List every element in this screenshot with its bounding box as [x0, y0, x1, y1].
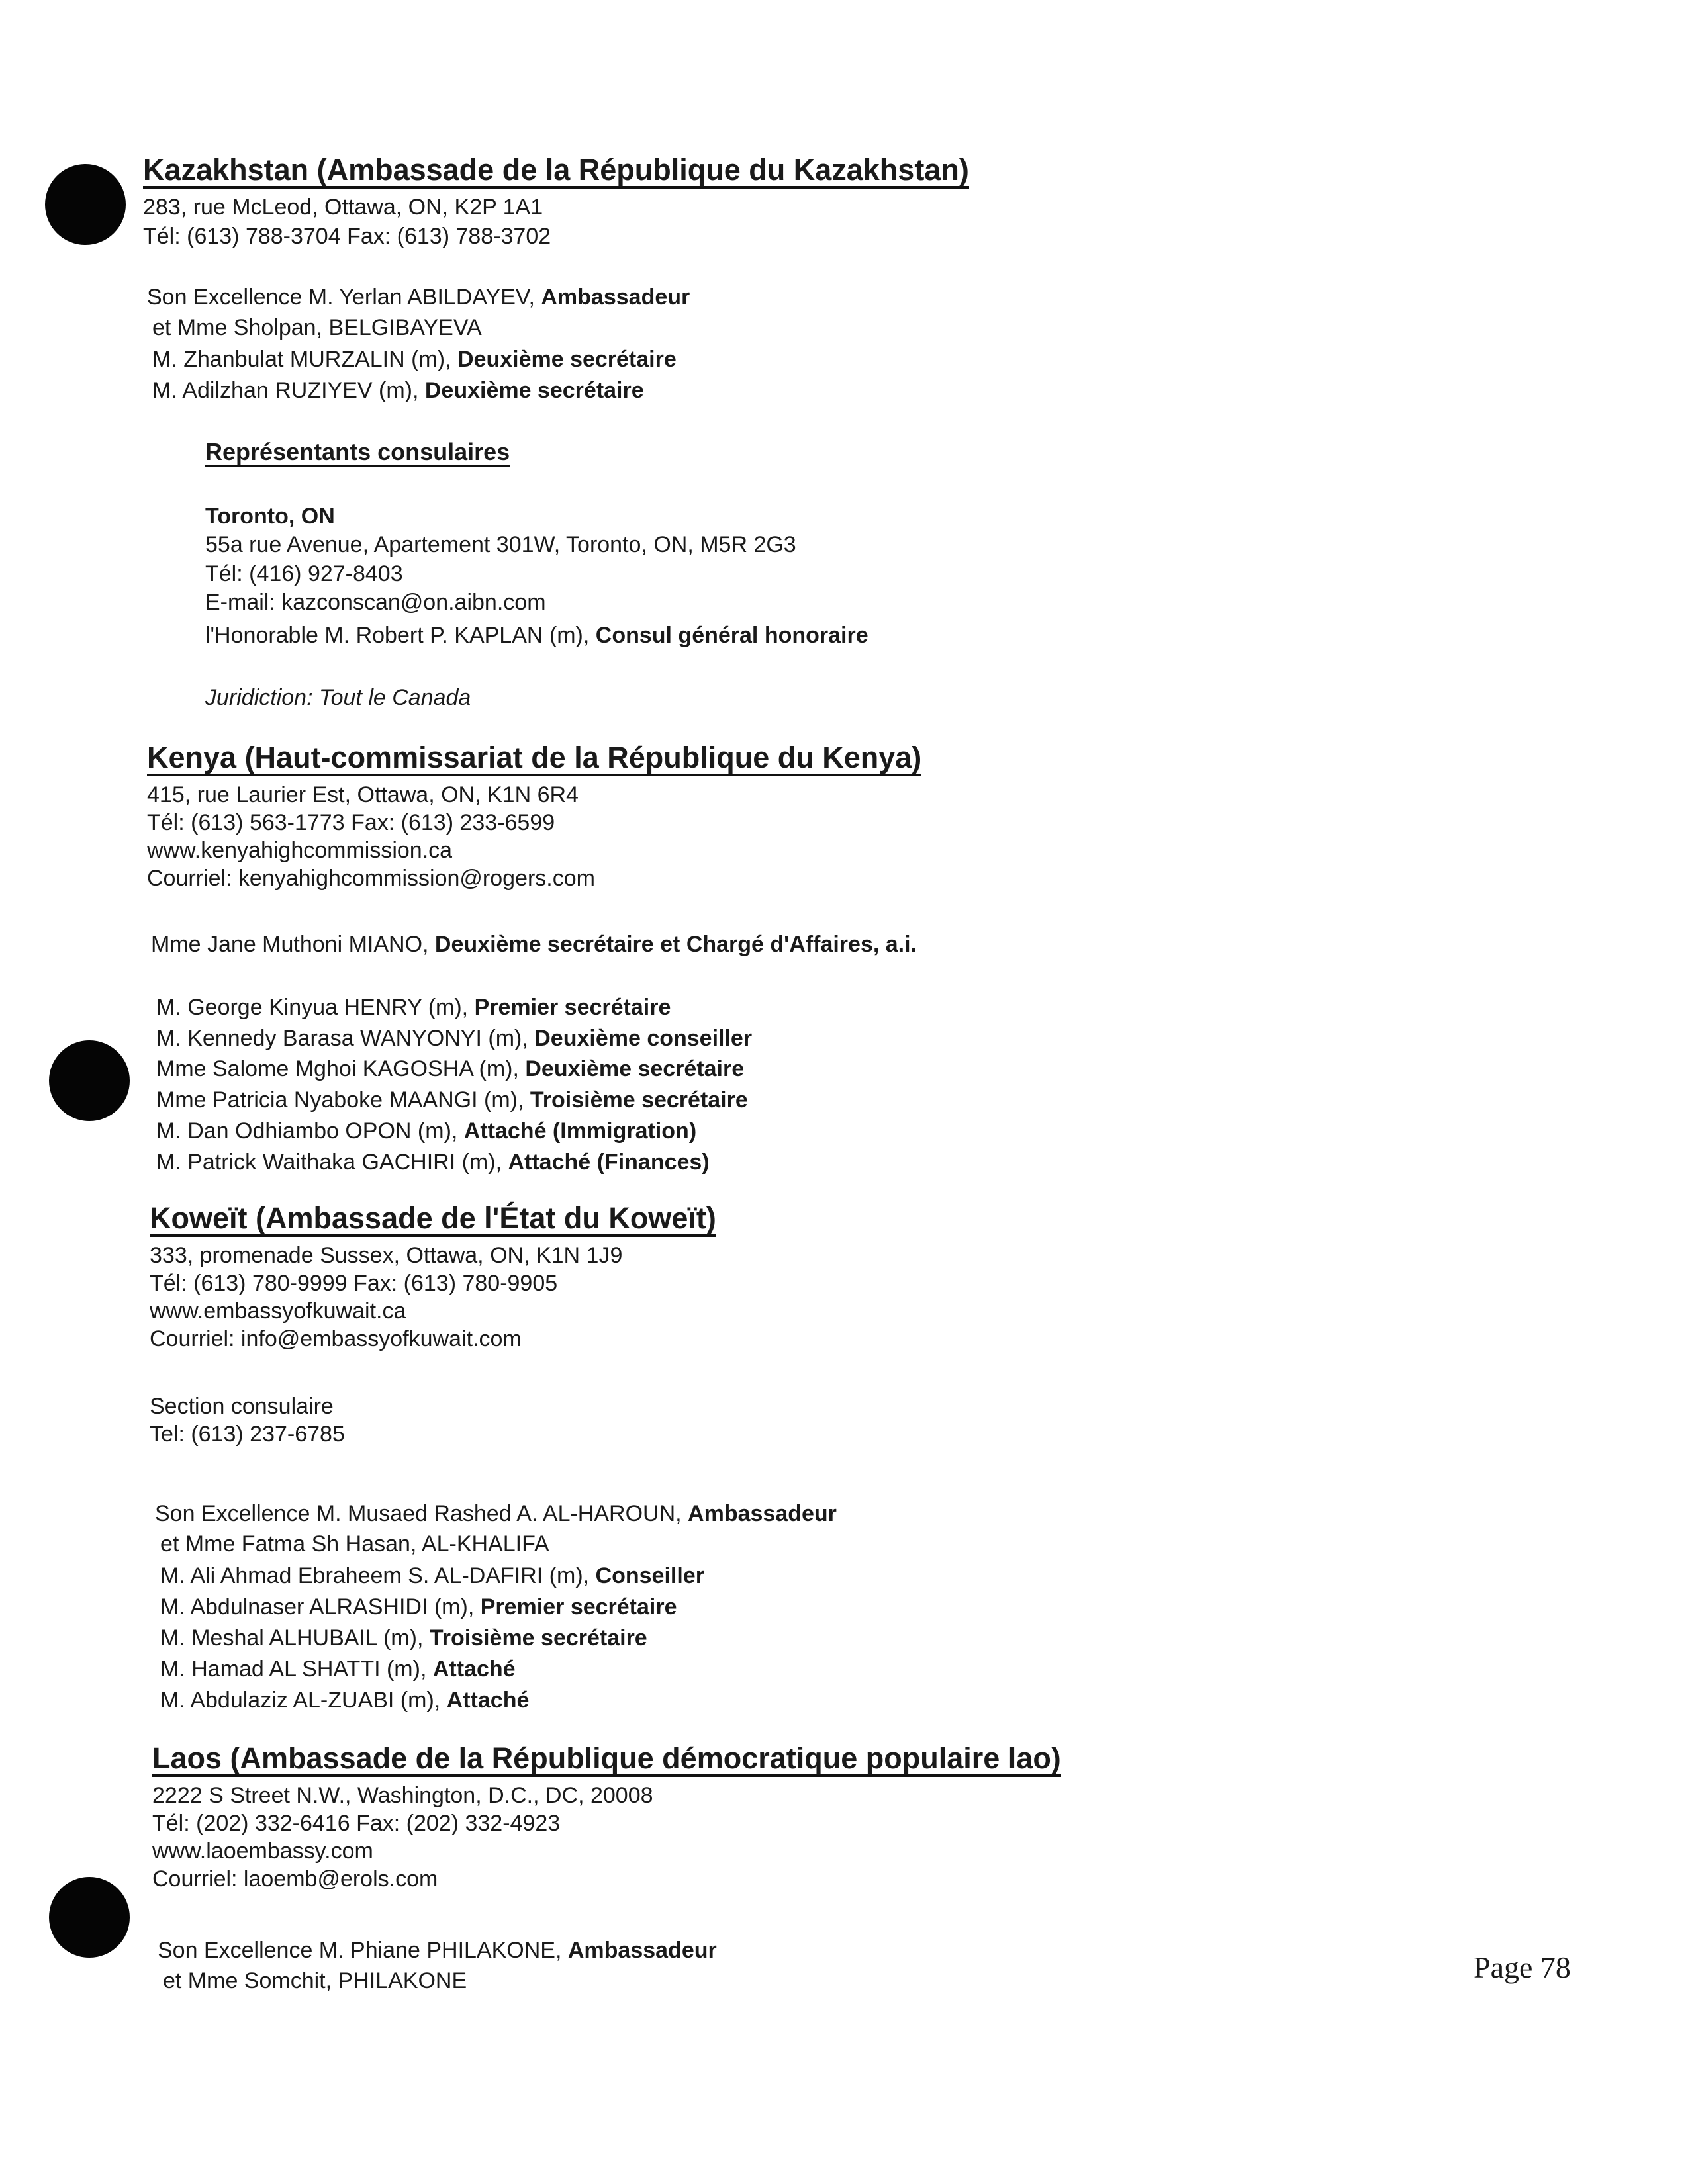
koweit-staff-1: Son Excellence M. Musaed Rashed A. AL-HAROUN, Ambassadeur	[155, 1501, 837, 1526]
page-number: Page 78	[1474, 1950, 1571, 1984]
kenya-staff-2: M. Kennedy Barasa WANYONYI (m), Deuxième conseiller	[156, 1026, 753, 1051]
laos-address: 2222 S Street N.W., Washington, D.C., DC, 20008	[152, 1783, 653, 1808]
koweit-email: Courriel: info@embassyofkuwait.com	[150, 1326, 522, 1351]
kazakhstan-staff-3: M. Zhanbulat MURZALIN (m), Deuxième secrétaire	[152, 347, 677, 372]
punch-hole-middle	[49, 1040, 130, 1121]
punch-hole-bottom	[49, 1877, 130, 1958]
kazakhstan-staff-2: et Mme Sholpan, BELGIBAYEVA	[152, 315, 482, 340]
kenya-charge-affaires: Mme Jane Muthoni MIANO, Deuxième secrétaire et Chargé d'Affaires, a.i.	[151, 932, 917, 957]
laos-website: www.laoembassy.com	[152, 1839, 373, 1864]
kazakhstan-consular-address: 55a rue Avenue, Apartement 301W, Toronto, ON, M5R 2G3	[205, 532, 796, 557]
kazakhstan-consular-email: E-mail: kazconscan@on.aibn.com	[205, 590, 546, 615]
laos-staff-2: et Mme Somchit, PHILAKONE	[163, 1968, 467, 1993]
laos-heading: Laos (Ambassade de la République démocratique populaire lao)	[152, 1743, 1061, 1777]
kenya-heading: Kenya (Haut-commissariat de la République du Kenya)	[147, 743, 921, 776]
kenya-phone: Tél: (613) 563-1773 Fax: (613) 233-6599	[147, 810, 555, 835]
kazakhstan-heading: Kazakhstan (Ambassade de la République du Kazakhstan)	[143, 155, 969, 189]
koweit-website: www.embassyofkuwait.ca	[150, 1298, 406, 1324]
kenya-address: 415, rue Laurier Est, Ottawa, ON, K1N 6R4	[147, 782, 579, 807]
kazakhstan-phone: Tél: (613) 788-3704 Fax: (613) 788-3702	[143, 224, 551, 249]
koweit-heading: Koweït (Ambassade de l'État du Koweït)	[150, 1203, 716, 1237]
kazakhstan-consular-heading: Représentants consulaires	[205, 440, 510, 467]
kenya-staff-6: M. Patrick Waithaka GACHIRI (m), Attaché (Finances)	[156, 1150, 710, 1175]
kenya-staff-1: M. George Kinyua HENRY (m), Premier secrétaire	[156, 995, 671, 1020]
koweit-consular-phone: Tel: (613) 237-6785	[150, 1422, 345, 1447]
kazakhstan-consular-city: Toronto, ON	[205, 504, 335, 529]
kenya-staff-4: Mme Patricia Nyaboke MAANGI (m), Troisième secrétaire	[156, 1087, 748, 1113]
punch-hole-top	[45, 164, 126, 245]
kenya-email: Courriel: kenyahighcommission@rogers.com	[147, 866, 595, 891]
kenya-staff-3: Mme Salome Mghoi KAGOSHA (m), Deuxième secrétaire	[156, 1056, 745, 1081]
koweit-staff-5: M. Meshal ALHUBAIL (m), Troisième secrétaire	[160, 1625, 647, 1651]
laos-phone: Tél: (202) 332-6416 Fax: (202) 332-4923	[152, 1811, 561, 1836]
laos-email: Courriel: laoemb@erols.com	[152, 1866, 438, 1891]
koweit-address: 333, promenade Sussex, Ottawa, ON, K1N 1J9	[150, 1243, 623, 1268]
koweit-staff-6: M. Hamad AL SHATTI (m), Attaché	[160, 1657, 516, 1682]
koweit-phone: Tél: (613) 780-9999 Fax: (613) 780-9905	[150, 1271, 558, 1296]
kenya-website: www.kenyahighcommission.ca	[147, 838, 453, 863]
kazakhstan-staff-4: M. Adilzhan RUZIYEV (m), Deuxième secrétaire	[152, 378, 644, 403]
koweit-staff-7: M. Abdulaziz AL-ZUABI (m), Attaché	[160, 1688, 530, 1713]
kazakhstan-consular-phone: Tél: (416) 927-8403	[205, 561, 403, 586]
koweit-staff-4: M. Abdulnaser ALRASHIDI (m), Premier secrétaire	[160, 1594, 677, 1619]
laos-staff-1: Son Excellence M. Phiane PHILAKONE, Ambassadeur	[158, 1938, 717, 1963]
kenya-staff-5: M. Dan Odhiambo OPON (m), Attaché (Immigration)	[156, 1118, 697, 1144]
koweit-staff-2: et Mme Fatma Sh Hasan, AL-KHALIFA	[160, 1531, 549, 1557]
kazakhstan-staff-1: Son Excellence M. Yerlan ABILDAYEV, Ambassadeur	[147, 285, 690, 310]
kazakhstan-jurisdiction: Juridiction: Tout le Canada	[205, 685, 471, 710]
kazakhstan-consul: l'Honorable M. Robert P. KAPLAN (m), Consul général honoraire	[205, 623, 868, 648]
koweit-consular-section: Section consulaire	[150, 1394, 334, 1419]
koweit-staff-3: M. Ali Ahmad Ebraheem S. AL-DAFIRI (m), Conseiller	[160, 1563, 704, 1588]
kazakhstan-address: 283, rue McLeod, Ottawa, ON, K2P 1A1	[143, 195, 543, 220]
